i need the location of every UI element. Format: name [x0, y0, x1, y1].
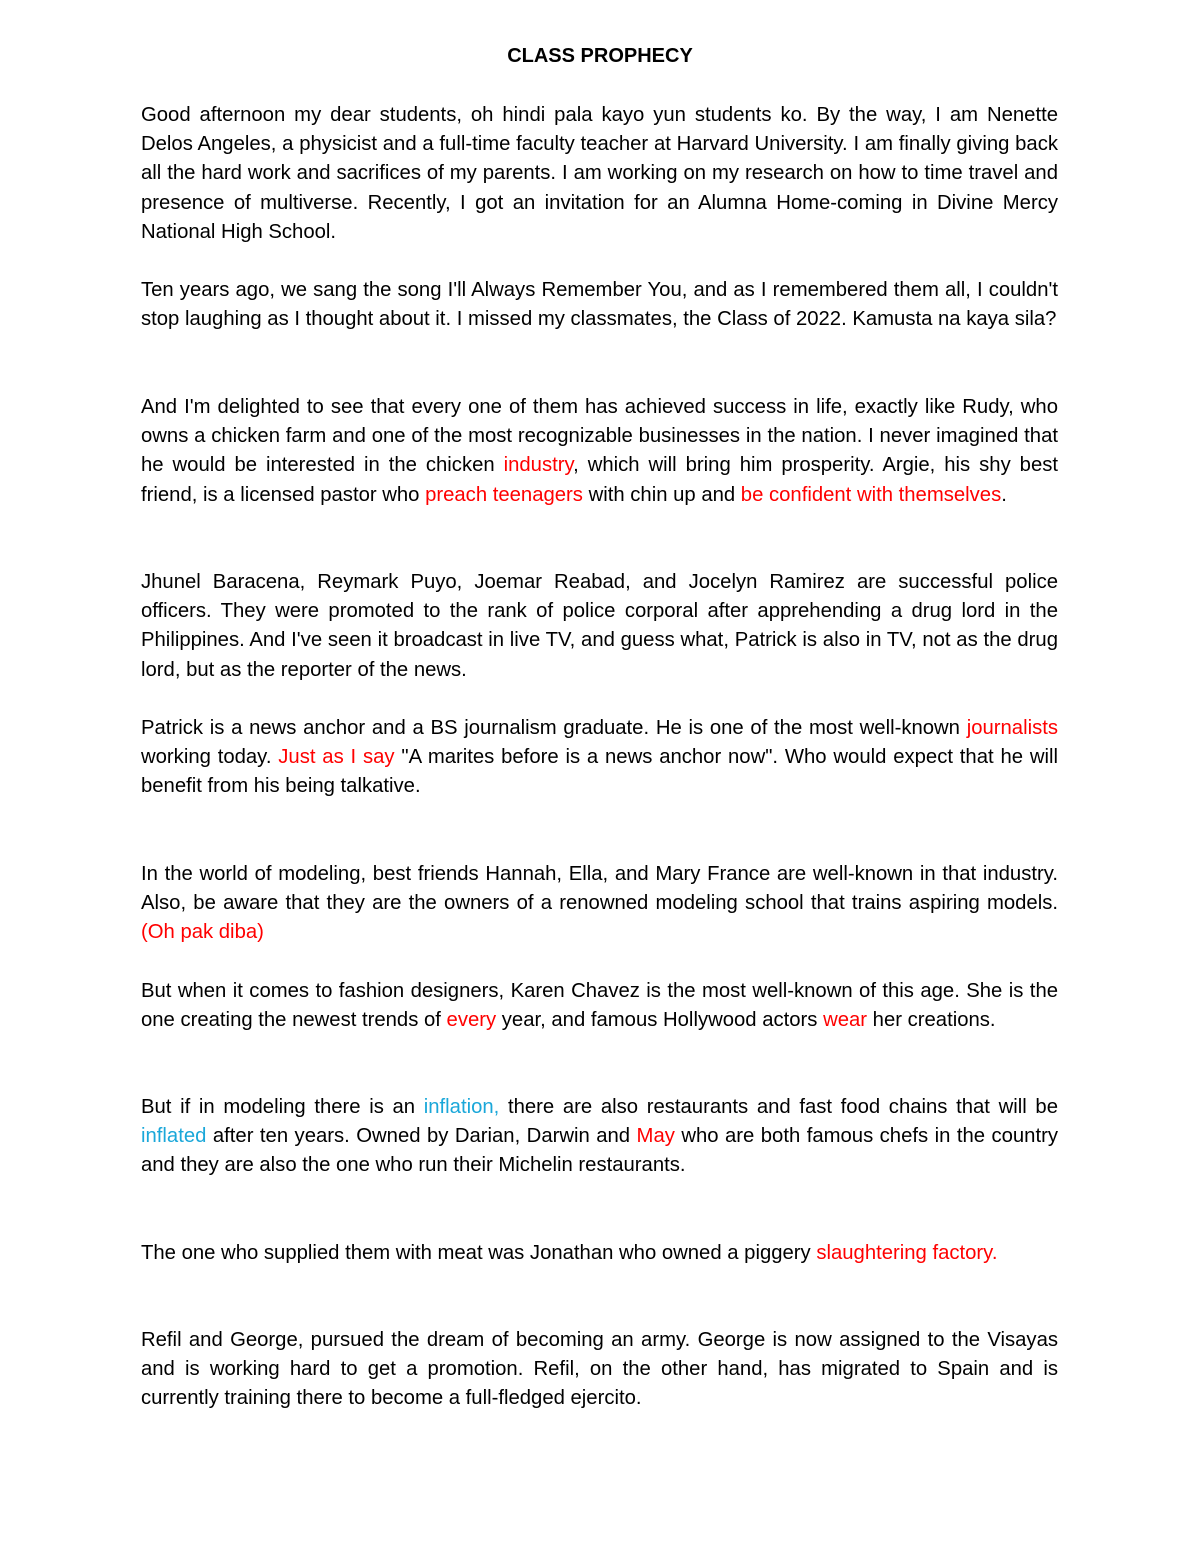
- paragraph-text: working today.: [141, 746, 279, 769]
- paragraph-text: Refil and George, pursued the dream of becoming an army. George is now assigned to the Visayas and is working hard to get a promotion. Refil, on the other hand, has migrated to Spain and is currently training there to become a full-fledged ejercito.: [141, 1329, 1058, 1410]
- highlight-red: be confident with themselves: [740, 483, 1002, 506]
- highlight-red: wear: [823, 1009, 868, 1032]
- paragraph-text: But when it comes to fashion designers, Karen Chavez is the most well-known of this age. She is the one creating the newest trends of: [141, 980, 1058, 1032]
- highlight-red: industry: [503, 454, 574, 477]
- paragraph-text: with chin up and: [582, 483, 741, 506]
- paragraph-text: after ten years. Owned by Darian, Darwin and: [206, 1125, 637, 1148]
- paragraph-rudy-argie: [141, 393, 1058, 510]
- highlight-red: preach teenagers: [425, 483, 583, 506]
- highlight-red: every: [446, 1009, 497, 1032]
- paragraph-text: "A marites before is a news anchor now". Who would expect that he will benefit from his being talkative.: [141, 746, 1058, 798]
- paragraph-fashion-designer: [141, 977, 1058, 1035]
- highlight-red: (Oh pak diba): [141, 921, 264, 944]
- paragraph-text: , which will bring him prosperity. Argie, his shy best friend, is a licensed pastor who: [141, 454, 1058, 506]
- paragraph-text: And I'm delighted to see that every one of them has achieved success in life, exactly like Rudy, who owns a chicken farm and one of the most recognizable businesses in the nation. I never imagined that he would be interested in the chicken: [141, 396, 1058, 477]
- highlight-red: Just as I say: [278, 746, 395, 769]
- paragraph-army: [141, 1326, 1058, 1414]
- document-title: CLASS PROPHECY: [507, 45, 693, 67]
- paragraph-text: Ten years ago, we sang the song I'll Always Remember You, and as I remembered them all, I couldn't stop laughing as I thought about it. I missed my classmates, the Class of 2022. Kamusta na kaya sila?: [141, 279, 1058, 331]
- paragraph-piggery: [141, 1239, 1058, 1268]
- highlight-red: slaughtering factory.: [816, 1242, 998, 1264]
- paragraph-text: The one who supplied them with meat was Jonathan who owned a piggery: [141, 1242, 817, 1264]
- paragraph-text: Patrick is a news anchor and a BS journalism graduate. He is one of the most well-known: [141, 717, 967, 739]
- paragraph-introduction: [141, 101, 1058, 247]
- paragraph-restaurants: [141, 1093, 1058, 1181]
- paragraph-ten-years-ago: [141, 276, 1058, 334]
- paragraph-text: there are also restaurants and fast food chains that will be: [499, 1096, 1058, 1118]
- paragraph-text: Good afternoon my dear students, oh hindi pala kayo yun students ko. By the way, I am Nenette Delos Angeles, a physicist and a full-time faculty teacher at Harvard University. I am finally giving back all the hard work and sacrifices of my parents. I am working on my research on how to time travel and presence of multiverse. Recently, I got an invitation for an Alumna Home-coming in Divine Mercy National High School.: [141, 104, 1058, 243]
- paragraph-text: .: [1001, 483, 1007, 506]
- paragraph-text: Jhunel Baracena, Reymark Puyo, Joemar Reabad, and Jocelyn Ramirez are successful police officers. They were promoted to the rank of police corporal after apprehending a drug lord in the Philippines. And I've seen it broadcast in live TV, and guess what, Patrick is also in TV, not as the drug lord, but as the reporter of the news.: [141, 571, 1058, 681]
- highlight-blue: inflation,: [423, 1096, 500, 1118]
- paragraph-text: But if in modeling there is an: [141, 1096, 424, 1118]
- highlight-blue: inflated: [141, 1125, 207, 1148]
- highlight-red: journalists: [966, 717, 1058, 739]
- highlight-red: May: [636, 1125, 675, 1148]
- paragraph-modeling: [141, 860, 1058, 948]
- paragraph-text: her creations.: [867, 1009, 996, 1032]
- paragraph-patrick: [141, 714, 1058, 802]
- paragraph-text: who are both famous chefs in the country and they are also the one who run their Michelin restaurants.: [141, 1125, 1058, 1177]
- paragraph-text: In the world of modeling, best friends Hannah, Ella, and Mary France are well-known in that industry. Also, be aware that they are the owners of a renowned modeling school that trains aspiring models.: [141, 863, 1058, 915]
- paragraph-text: year, and famous Hollywood actors: [496, 1009, 824, 1032]
- paragraph-police-officers: [141, 568, 1058, 685]
